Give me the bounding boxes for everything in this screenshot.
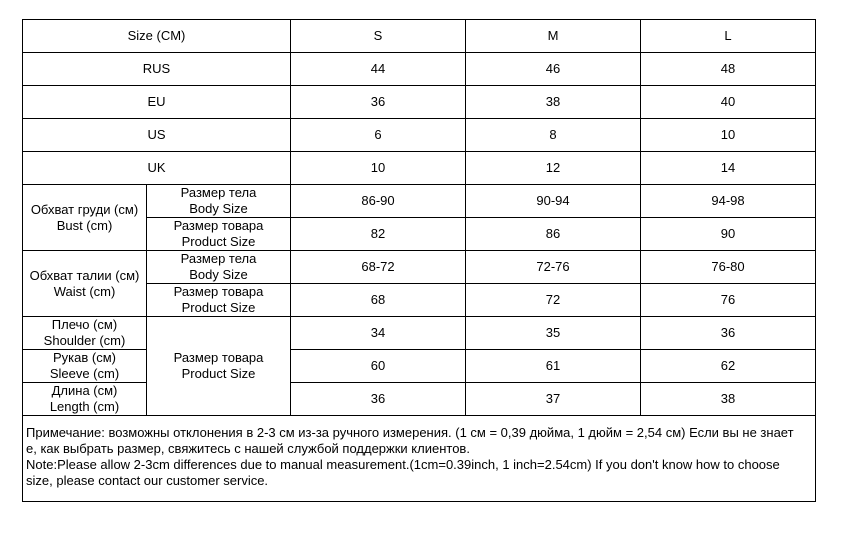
size-chart-table xyxy=(22,19,816,502)
note-ru-line2: е, как выбрать размер, свяжитесь с нашей службой поддержки клиентов. xyxy=(26,441,470,456)
cell-value: 48 xyxy=(641,53,816,86)
cell-value: 82 xyxy=(291,218,466,251)
row-label: RUS xyxy=(23,53,291,86)
size-header-l: L xyxy=(641,20,816,53)
cell-value: 14 xyxy=(641,152,816,185)
product-size-label: Размер товара Product Size xyxy=(147,218,291,251)
size-header-s: S xyxy=(291,20,466,53)
bust-label xyxy=(23,185,147,251)
size-header-label: Size (CM) xyxy=(23,20,291,53)
cell-value: 36 xyxy=(291,383,466,416)
waist-label-en: Waist (cm) xyxy=(53,283,116,299)
cell-value: 8 xyxy=(466,119,641,152)
table-row-eu xyxy=(23,86,816,119)
cell-value: 68-72 xyxy=(291,251,466,284)
waist-label-ru: Обхват талии (см) xyxy=(29,267,140,283)
cell-value: 76 xyxy=(641,284,816,317)
bust-label-en: Bust (cm) xyxy=(56,217,113,233)
table-row-uk xyxy=(23,152,816,185)
cell-value: 40 xyxy=(641,86,816,119)
table-row-length xyxy=(23,383,816,416)
row-label: UK xyxy=(23,152,291,185)
cell-value: 76-80 xyxy=(641,251,816,284)
cell-value: 44 xyxy=(291,53,466,86)
cell-value: 10 xyxy=(291,152,466,185)
note-en-line2: size, please contact our customer service. xyxy=(26,473,269,488)
cell-value: 72-76 xyxy=(466,251,641,284)
cell-value: 38 xyxy=(641,383,816,416)
size-header-m: M xyxy=(466,20,641,53)
table-row-rus xyxy=(23,53,816,86)
cell-value: 72 xyxy=(466,284,641,317)
body-size-label: Размер тела Body Size xyxy=(147,185,291,218)
waist-label xyxy=(23,251,147,317)
cell-value: 35 xyxy=(466,317,641,350)
cell-value: 90-94 xyxy=(466,185,641,218)
cell-value: 94-98 xyxy=(641,185,816,218)
cell-value: 61 xyxy=(466,350,641,383)
cell-value: 36 xyxy=(641,317,816,350)
note-en-line1: Note:Please allow 2-3cm differences due to manual measurement.(1cm=0.39inch, 1 inch=2.54cm) If you don't know how to choose xyxy=(26,457,780,472)
table-row-us xyxy=(23,119,816,152)
length-label: Длина (см) Length (cm) xyxy=(23,383,147,416)
sleeve-label: Рукав (см) Sleeve (cm) xyxy=(23,350,147,383)
cell-value: 86 xyxy=(466,218,641,251)
cell-value: 12 xyxy=(466,152,641,185)
cell-value: 10 xyxy=(641,119,816,152)
note-row xyxy=(23,416,816,502)
table-row-bust-body xyxy=(23,185,816,218)
row-label: US xyxy=(23,119,291,152)
cell-value: 62 xyxy=(641,350,816,383)
product-size-label: Размер товара Product Size xyxy=(147,317,291,416)
cell-value: 86-90 xyxy=(291,185,466,218)
header-row xyxy=(23,20,816,53)
cell-value: 46 xyxy=(466,53,641,86)
cell-value: 90 xyxy=(641,218,816,251)
table-row-waist-body xyxy=(23,251,816,284)
cell-value: 36 xyxy=(291,86,466,119)
bust-label-ru: Обхват груди (см) xyxy=(30,201,139,217)
product-size-label: Размер товара Product Size xyxy=(147,284,291,317)
body-size-label: Размер тела Body Size xyxy=(147,251,291,284)
table-row-sleeve xyxy=(23,350,816,383)
cell-value: 37 xyxy=(466,383,641,416)
cell-value: 38 xyxy=(466,86,641,119)
table-row-shoulder xyxy=(23,317,816,350)
row-label: EU xyxy=(23,86,291,119)
cell-value: 68 xyxy=(291,284,466,317)
cell-value: 6 xyxy=(291,119,466,152)
note-ru-line1: Примечание: возможны отклонения в 2-3 см из-за ручного измерения. (1 см = 0,39 дюйма, 1 дюйм = 2,54 см) Если вы не знает xyxy=(26,425,794,440)
cell-value: 34 xyxy=(291,317,466,350)
shoulder-label: Плечо (см) Shoulder (cm) xyxy=(23,317,147,350)
measurement-note xyxy=(23,416,816,502)
cell-value: 60 xyxy=(291,350,466,383)
